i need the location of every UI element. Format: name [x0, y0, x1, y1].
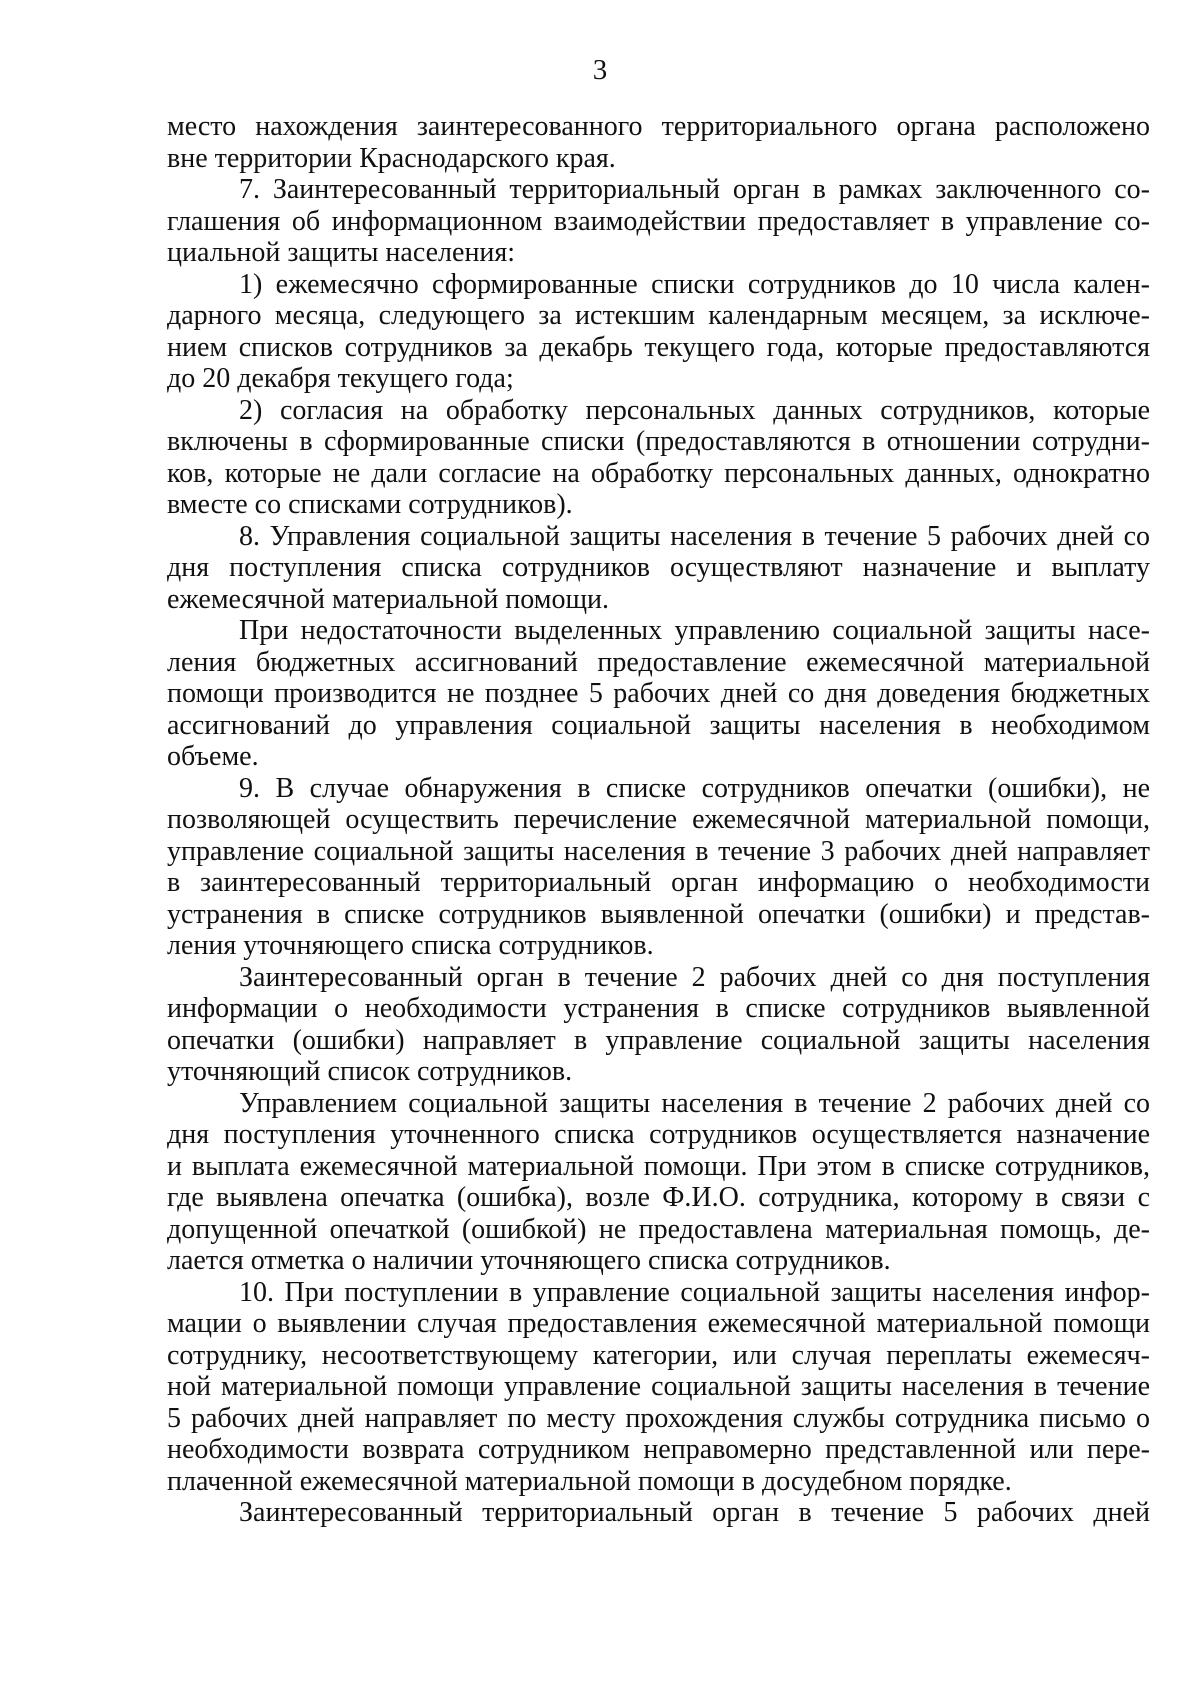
text-line: сотруднику, несоответствующему категории, или случая переплаты ежемесяч-	[167, 1339, 1150, 1371]
text-line: 9. В случае обнаружения в списке сотрудников опечатки (ошибки), не	[239, 772, 1150, 804]
text-line: 1) ежемесячно сформированные списки сотрудников до 10 числа кален-	[239, 268, 1150, 300]
text-line: вне территории Краснодарского края.	[167, 142, 616, 174]
text-line: Управлением социальной защиты населения в течение 2 рабочих дней со	[239, 1087, 1150, 1119]
text-line: нием списков сотрудников за декабрь текущего года, которые предоставляются	[167, 331, 1150, 363]
text-line: дарного месяца, следующего за истекшим календарным месяцем, за исключе-	[167, 300, 1150, 331]
text-line: циальной защиты населения:	[167, 237, 516, 268]
text-line: в заинтересованный территориальный орган информацию о необходимости	[167, 867, 1150, 898]
text-line: При недостаточности выделенных управлению социальной защиты насе-	[239, 615, 1150, 646]
text-line: глашения об информационном взаимодействии предоставляет в управление со-	[167, 205, 1150, 237]
text-line: вместе со списками сотрудников).	[167, 489, 573, 520]
text-line: ассигнований до управления социальной защиты населения в необходимом	[167, 709, 1150, 741]
text-line: ной материальной помощи управление социальной защиты населения в течение	[167, 1371, 1150, 1402]
text-line: ежемесячной материальной помощи.	[167, 583, 610, 615]
text-line: включены в сформированные списки (предоставляются в отношении сотрудни-	[167, 426, 1150, 457]
text-line: позволяющей осуществить перечисление ежемесячной материальной помощи,	[167, 804, 1150, 835]
text-line: управление социальной защиты населения в течение 3 рабочих дней направляет	[167, 835, 1150, 867]
text-line: 2) согласия на обработку персональных данных сотрудников, которые	[239, 394, 1150, 426]
text-line: 5 рабочих дней направляет по месту прохождения службы сотрудника письмо о	[167, 1402, 1150, 1434]
text-line: устранения в списке сотрудников выявленной опечатки (ошибки) и представ-	[167, 898, 1150, 930]
text-line: дня поступления уточненного списка сотрудников осуществляется назначение	[167, 1119, 1150, 1150]
text-line: лается отметка о наличии уточняющего списка сотрудников.	[167, 1245, 891, 1276]
text-line: Заинтересованный орган в течение 2 рабочих дней со дня поступления	[239, 961, 1150, 993]
text-line: и выплата ежемесячной материальной помощи. При этом в списке сотрудников,	[167, 1150, 1150, 1182]
text-line: допущенной опечаткой (ошибкой) не предоставлена материальная помощь, де-	[167, 1213, 1150, 1245]
document-body	[167, 111, 1150, 1529]
text-line: ков, которые не дали согласие на обработку персональных данных, однократно	[167, 457, 1150, 489]
text-line: объеме.	[167, 741, 259, 772]
text-line: ления бюджетных ассигнований предоставление ежемесячной материальной	[167, 646, 1150, 678]
text-line: где выявлена опечатка (ошибка), возле Ф.И.О. сотрудника, которому в связи с	[167, 1182, 1150, 1213]
text-line: дня поступления списка сотрудников осуществляют назначение и выплату	[167, 552, 1150, 583]
text-line: 10. При поступлении в управление социальной защиты населения инфор-	[239, 1276, 1150, 1308]
text-line: ления уточняющего списка сотрудников.	[167, 930, 654, 961]
text-line: место нахождения заинтересованного территориального органа расположено	[167, 111, 1150, 142]
text-line: Заинтересованный территориальный орган в течение 5 рабочих дней	[239, 1497, 1150, 1528]
text-line: 7. Заинтересованный территориальный орган в рамках заключенного со-	[239, 174, 1150, 205]
page-number: 3	[592, 54, 608, 86]
text-line: мации о выявлении случая предоставления ежемесячной материальной помощи	[167, 1308, 1150, 1339]
text-line: опечатки (ошибки) направляет в управление социальной защиты населения	[167, 1024, 1150, 1056]
text-line: до 20 декабря текущего года;	[167, 363, 514, 394]
text-line: плаченной ежемесячной материальной помощи в досудебном порядке.	[167, 1465, 1012, 1497]
text-line: 8. Управления социальной защиты населения в течение 5 рабочих дней со	[239, 520, 1150, 552]
text-line: помощи производится не позднее 5 рабочих дней со дня доведения бюджетных	[167, 678, 1150, 709]
text-line: информации о необходимости устранения в списке сотрудников выявленной	[167, 993, 1150, 1024]
text-line: необходимости возврата сотрудником неправомерно представленной или пере-	[167, 1434, 1150, 1465]
text-line: уточняющий список сотрудников.	[167, 1056, 573, 1087]
